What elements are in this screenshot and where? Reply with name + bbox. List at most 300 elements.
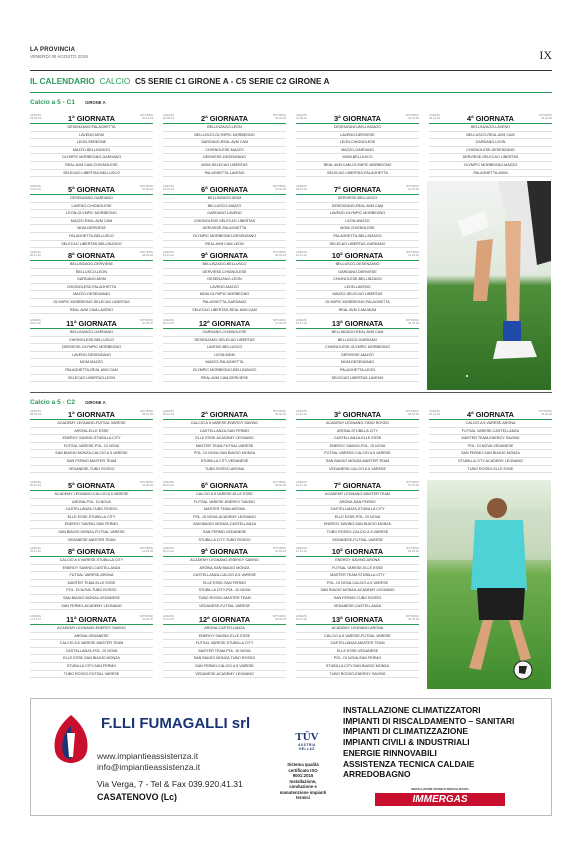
ritorno-date: RITORNO 31.01.20 xyxy=(539,113,552,121)
match-row: TUBO ROSSO-ARONA xyxy=(163,466,286,474)
match-row: ARONA-VEDANESE xyxy=(30,633,153,641)
match-row: MAZZO-PALAGHETTA xyxy=(163,359,286,367)
match-row: LEON-OLYMPIC MORBEGNO xyxy=(30,210,153,218)
match-row: BELLINZAGO-DERVIESE xyxy=(30,261,153,269)
match-row: POL. DI NOVA-VEDANESE xyxy=(429,443,552,451)
match-row: TUBO ROSSO-ELLE ESSE xyxy=(429,466,552,474)
match-row: ENERGY SAVING-ELLE ESSE xyxy=(163,633,286,641)
match-row: ENERGY SAVING-SAN FERMO xyxy=(30,521,153,529)
match-row: MGM-CHIGNOLESE xyxy=(296,225,419,233)
match-row: CHIGNOLESE-PALAGHETTA xyxy=(30,284,153,292)
match-row: SELECAO LIBERTAS-LEON xyxy=(30,375,153,383)
round-header xyxy=(163,409,286,420)
match-row: MGM-OLYMPIC MORBEGNO xyxy=(163,291,286,299)
ritorno-date: RITORNO 21.02.20 xyxy=(406,184,419,192)
match-row: DERVIESE-PALAGHETTA xyxy=(163,225,286,233)
round-c1-13 xyxy=(296,318,419,382)
andata-date: ANDATA 19.10.19 xyxy=(429,409,440,417)
round-header xyxy=(296,184,419,195)
ritorno-date: RITORNO 28.02.20 xyxy=(140,250,153,258)
match-row: CHIGNOLESE-BELLINZAGO xyxy=(296,276,419,284)
andata-date: ANDATA 21.12.19 xyxy=(163,614,174,622)
andata-date: ANDATA 13.09.19 xyxy=(30,113,41,121)
andata-date: ANDATA 26.10.19 xyxy=(30,480,41,488)
match-row: SELECAO LIBERTAS-BELLINZAGO xyxy=(30,241,153,249)
round-c2-9 xyxy=(163,546,286,610)
service-item: IMPIANTI CIVILI & INDUSTRIALI xyxy=(343,737,470,748)
match-row: ACADEMY LEGNANO-FUTSAL VARESE xyxy=(30,420,153,428)
andata-date: ANDATA 09.11.19 xyxy=(163,480,174,488)
match-row: FUTSAL VARESE-ELLE ESSE xyxy=(296,565,419,573)
match-row: ELLE ESSE-SAN BIAGIO MONZA xyxy=(30,655,153,663)
match-row: MAZZO-SELECAO LIBERTAS xyxy=(296,291,419,299)
match-row: CASTELLANZA-SAN FERMO xyxy=(163,428,286,436)
match-row: SAN FERMO-MASTER TEAM xyxy=(30,458,153,466)
match-row: MAZZO-DESENZANO xyxy=(30,291,153,299)
andata-date: ANDATA 12.10.19 xyxy=(296,409,307,417)
round-title: 4$^a$ GIORNATA xyxy=(466,410,515,419)
match-row: LEON-MAZZO xyxy=(296,218,419,226)
round-title: 13$^a$ GIORNATA xyxy=(331,319,384,328)
match-row: CALCIO A 5 VARESE-STUBILLA CITY xyxy=(30,557,153,565)
match-row: VEDANESE-TUBO ROSSO xyxy=(30,466,153,474)
andata-date: ANDATA 07.12.19 xyxy=(296,546,307,554)
match-row: CALCIO A 5 VARESE-FUTSAL VARESE xyxy=(296,633,419,641)
andata-date: ANDATA 25.10.19 xyxy=(296,184,307,192)
match-row: DESENZANO-SELECAO LIBERTAS xyxy=(163,337,286,345)
round-c1-10 xyxy=(296,250,419,314)
page-header xyxy=(30,47,552,69)
match-row: ELLE ESSE-STUBILLA CITY xyxy=(30,514,153,522)
match-row: ENERGY SAVING-POL. DI NOVA xyxy=(296,443,419,451)
match-row: STUBILLA CITY-ACADEMY LEGNANO xyxy=(429,458,552,466)
round-header xyxy=(30,318,153,329)
round-header xyxy=(30,409,153,420)
immergas-badge xyxy=(375,787,505,806)
match-row: CHIGNOLESE-DESENZANO xyxy=(429,147,552,155)
match-row: MASTER TEAM-FUTSAL VARESE xyxy=(163,443,286,451)
company-email[interactable]: info@impiantieassistenza.it xyxy=(97,762,201,772)
match-row: ACADEMY LEGNANO-MASTER TEAM xyxy=(296,491,419,499)
round-c2-6 xyxy=(163,480,286,544)
company-city: CASATENOVO (Lc) xyxy=(97,792,177,802)
andata-date: ANDATA 04.10.19 xyxy=(429,113,440,121)
match-row: LAVENO-BELLUSCO xyxy=(163,344,286,352)
match-row: LAVENO-MGM xyxy=(30,132,153,140)
round-header xyxy=(163,113,286,124)
match-row: SELECAO LIBERTAS-LAVENO xyxy=(296,375,419,383)
match-row: GARDANO-DERVIESE xyxy=(296,269,419,277)
match-row: ACADEMY LEGNANO-ARONA xyxy=(296,625,419,633)
match-row: LEON-LAVENO xyxy=(296,284,419,292)
match-row: SELECAO LIBERTAS-REAL AVM CAM xyxy=(163,307,286,315)
match-row: VEDANESE-CASTELLANZA xyxy=(296,603,419,611)
round-c2-4 xyxy=(429,409,552,473)
match-row: POL. DI NOVA-SAN BIAGIO MONZA xyxy=(163,450,286,458)
ritorno-date: RITORNO 15.02.20 xyxy=(539,409,552,417)
match-row: VEDANESE-CALCIO A 5 VARESE xyxy=(296,466,419,474)
match-row: ENERGY SAVING-CASTELLANZA xyxy=(30,565,153,573)
match-row: CASTELLANZA-POL. DI NOVA xyxy=(30,648,153,656)
match-row: CALCIO A 5 VARESE-ENERGY SAVING xyxy=(163,420,286,428)
match-row: LEON-MGM xyxy=(163,352,286,360)
match-row: ELLE ESSE-VEDANESE xyxy=(296,648,419,656)
match-row: TUBO ROSSO-MASTER TEAM xyxy=(163,595,286,603)
match-row: DESENZANO-GARDANO xyxy=(30,195,153,203)
match-row: BELLUSCO-MAZZO xyxy=(163,203,286,211)
match-row: MGM-DESENZANO xyxy=(296,359,419,367)
match-row: DESENZANO-BELLINZAGO xyxy=(296,124,419,132)
round-c1-11 xyxy=(30,318,153,382)
match-row: OLYMPIC MORBEGNO-PALAGHETTA xyxy=(296,299,419,307)
match-row: LAVENO-OLYMPIC MORBEGNO xyxy=(296,210,419,218)
match-row: TUBO ROSSO-CALCIO A 5 VARESE xyxy=(296,529,419,537)
andata-date: ANDATA 18.01.20 xyxy=(296,614,307,622)
round-title: 12$^a$ GIORNATA xyxy=(198,319,251,328)
ritorno-date: RITORNO 10.01.20 xyxy=(273,113,286,121)
match-row: LEON-SEREGNE xyxy=(30,139,153,147)
andata-date: ANDATA 29.11.19 xyxy=(30,318,41,326)
match-row: ACADEMY LEGNANO-TUBO ROSSO xyxy=(296,420,419,428)
services-list xyxy=(343,705,549,780)
match-row: SAN FERMO-VEDANESE xyxy=(163,529,286,537)
match-row: ARONA-STUBILLA CITY xyxy=(296,428,419,436)
round-header xyxy=(429,113,552,124)
andata-date: ANDATA 22.11.19 xyxy=(296,250,307,258)
ritorno-date: RITORNO 14.03.20 xyxy=(140,546,153,554)
match-row: ACADEMY LEGNANO-ENERGY SAVING xyxy=(163,557,286,565)
match-row: REAL AVM CAM-DERVIESE xyxy=(163,375,286,383)
ritorno-date: RITORNO 24.01.20 xyxy=(406,113,419,121)
match-row: FUTSAL VARESE-ENERGY SAVING xyxy=(163,499,286,507)
company-address: Via Verga, 7 - Tel & Fax 039.920.41.31 xyxy=(97,779,243,789)
match-row: ENERGY SAVING-SAN BIAGIO MONZA xyxy=(296,521,419,529)
match-row: MGM-MAZZO xyxy=(30,359,153,367)
match-row: SAN BIAGIO MONZA-MASTER TEAM xyxy=(296,458,419,466)
match-row: BELLUSCO-LEON xyxy=(30,269,153,277)
match-row: BELLUSCO-OLYMPIC MORBEGNO xyxy=(163,132,286,140)
match-row: PALAGHETTA-MGM xyxy=(429,170,552,178)
round-title: 10$^a$ GIORNATA xyxy=(331,251,384,260)
round-title: 2$^a$ GIORNATA xyxy=(200,410,249,419)
match-row: MASTER TEAM-ELLE ESSE xyxy=(30,580,153,588)
match-row: PALAGHETTA-LEON xyxy=(296,367,419,375)
round-header xyxy=(30,250,153,261)
match-row: BELLINZAGO-LAVENO xyxy=(429,124,552,132)
match-row: PALAGHETTA-LAVENO xyxy=(163,170,286,178)
round-c1-7 xyxy=(296,184,419,248)
match-row: SAN BIAGIO MONZA-TUBO ROSSO xyxy=(163,655,286,663)
match-row: LAVENO-DERVIESE xyxy=(296,132,419,140)
andata-date: ANDATA 13.12.19 xyxy=(296,318,307,326)
service-item: IMPIANTI DI CLIMATIZZAZIONE xyxy=(343,726,468,737)
round-c1-1 xyxy=(30,113,153,177)
match-row: SAN FERMO-SAN BIAGIO MONZA xyxy=(429,450,552,458)
ritorno-date: RITORNO 18.04.20 xyxy=(273,614,286,622)
match-row: CASTELLANZA-ELLE ESSE xyxy=(296,435,419,443)
round-c1-6 xyxy=(163,184,286,248)
match-row: MASTER TEAM-ENERGY SAVING xyxy=(429,435,552,443)
match-row: MAZZO-BELLINZAGO xyxy=(30,147,153,155)
match-row: REAL AVM CAM-CHIGNOLESE xyxy=(30,162,153,170)
ritorno-date: RITORNO 27.03.20 xyxy=(273,318,286,326)
match-row: STUBILLA CITY-SAN FERMO xyxy=(30,663,153,671)
ritorno-date: RITORNO 29.02.20 xyxy=(273,480,286,488)
match-row: BELLINZAGO-MGM xyxy=(163,195,286,203)
round-c2-7 xyxy=(296,480,419,544)
match-row: LAVENO-MAZZO xyxy=(163,284,286,292)
match-row: TUBO ROSSO-ENERGY SAVING xyxy=(296,671,419,679)
ritorno-date: RITORNO 13.03.20 xyxy=(406,250,419,258)
ritorno-date: RITORNO 14.02.20 xyxy=(273,184,286,192)
match-row: SAN BIAGIO MONZA-FUTSAL VARESE xyxy=(30,529,153,537)
round-title: 3$^a$ GIORNATA xyxy=(333,114,382,123)
match-row: POL. DI NOVA-ACADEMY LEGNANO xyxy=(163,514,286,522)
match-row: FUTSAL VARESE-POL. DI NOVA xyxy=(30,443,153,451)
match-row: REAL AVM CAM-LAVENO xyxy=(30,307,153,315)
round-header xyxy=(163,184,286,195)
match-row: CALCIO A 5 VARESE-ARONA xyxy=(429,420,552,428)
match-row: LAVENO-DESENZANO xyxy=(30,352,153,360)
round-c2-10 xyxy=(296,546,419,610)
match-row: OLYMPIC MORBEGNO-SELECAO LIBERTAS xyxy=(30,299,153,307)
round-title: 3$^a$ GIORNATA xyxy=(333,410,382,419)
match-row: GARDANO-MGM xyxy=(30,276,153,284)
round-c1-9 xyxy=(163,250,286,314)
match-row: PALAGHETTA-GARDANO xyxy=(163,299,286,307)
match-row: OLYMPIC MORBEGNO-MAZZO xyxy=(429,162,552,170)
round-header xyxy=(163,250,286,261)
andata-date: ANDATA 30.11.19 xyxy=(163,546,174,554)
andata-date: ANDATA 08.11.19 xyxy=(30,250,41,258)
round-c1-12 xyxy=(163,318,286,382)
ritorno-date: RITORNO 01.02.20 xyxy=(273,409,286,417)
page-number: IX xyxy=(539,48,552,62)
match-row: MAZZO-GARDANO xyxy=(296,147,419,155)
immergas-subtitle: INSTALLATORE TECNICO SPECIALIZZATO xyxy=(411,787,469,791)
match-row: DERVIESE-DESENZANO xyxy=(163,154,286,162)
match-row: FUTSAL VARESE-CALCIO A 5 VARESE xyxy=(296,450,419,458)
match-row: BELLINZAGO-GARDANO xyxy=(30,329,153,337)
round-title: 6$^a$ GIORNATA xyxy=(200,185,249,194)
ritorno-date: RITORNO 06.03.20 xyxy=(273,250,286,258)
match-row: DESENZANO-PALAGHETTA xyxy=(30,124,153,132)
round-header xyxy=(296,318,419,329)
match-row: SELECAO LIBERTAS-PALAGHETTA xyxy=(296,170,419,178)
ritorno-date: RITORNO 25.04.20 xyxy=(406,614,419,622)
round-c2-2 xyxy=(163,409,286,473)
newspaper-name: LA PROVINCIA xyxy=(30,47,76,53)
ritorno-date: RITORNO 20.12.19 xyxy=(140,113,153,121)
round-c1-2 xyxy=(163,113,286,177)
round-c2-1 xyxy=(30,409,153,473)
match-row: ENERGY SAVING-STUBILLA CITY xyxy=(30,435,153,443)
ritorno-date: RITORNO 21.03.20 xyxy=(273,546,286,554)
match-row: REAL AVM CAM-OLYMPIC MORBEGNO xyxy=(296,162,419,170)
match-row: POL. DI NOVA-TUBO ROSSO xyxy=(30,587,153,595)
match-row: ARONA-CASTELLANZA xyxy=(163,625,286,633)
title-rule xyxy=(30,92,552,93)
match-row: CALCIO A 5 VARESE-ELLE ESSE xyxy=(163,491,286,499)
match-row: ENERGY SAVING-ARONA xyxy=(296,557,419,565)
match-row: SAN BIAGIO MONZA-VEDANESE xyxy=(30,595,153,603)
match-row: GARDANO-CHIGNOLESE xyxy=(163,329,286,337)
round-title: 1$^a$ GIORNATA xyxy=(67,114,116,123)
match-row: DERVIESE-BELLUSCO xyxy=(296,195,419,203)
match-row: BELLINZAGO-BELLUSCO xyxy=(163,261,286,269)
match-row: CASTELLANZA-CALCIO A 5 VARESE xyxy=(163,572,286,580)
futsal-player-legs-image xyxy=(427,181,551,390)
match-row: BELLUSCO-REAL AVM CAM xyxy=(429,132,552,140)
match-row: BELLUSCO-GARDANO xyxy=(296,337,419,345)
header-rule xyxy=(30,70,552,71)
match-row: CASTELLANZA-MASTER TEAM xyxy=(296,640,419,648)
match-row: SAN FERMO-CALCIO A 5 VARESE xyxy=(163,663,286,671)
issue-date: VENERDÌ 30 AGOSTO 2019 xyxy=(30,54,88,59)
round-title: 11$^a$ GIORNATA xyxy=(66,615,117,624)
service-item: ENERGIE RINNOVABILI xyxy=(343,747,437,758)
match-row: ARONA-SAN BIAGIO MONZA xyxy=(163,565,286,573)
service-item: ARREDOBAGNO xyxy=(343,769,411,780)
round-c2-3 xyxy=(296,409,419,473)
service-item: INSTALLAZIONE CLIMATIZZATORI xyxy=(343,705,481,715)
andata-date: ANDATA 20.09.19 xyxy=(163,113,174,121)
round-title: 8$^a$ GIORNATA xyxy=(67,251,116,260)
page-title: IL CALENDARIO CALCIO C5 SERIE C1 GIRONE A - C5 SERIE C2 GIRONE A xyxy=(30,76,330,86)
round-c1-4 xyxy=(429,113,552,177)
immergas-name: IMMERGAS xyxy=(412,794,468,805)
match-row: BELLINZAGO-LEON xyxy=(163,124,286,132)
futsal-player-ball-image xyxy=(427,480,551,689)
andata-date: ANDATA 15.11.19 xyxy=(163,250,174,258)
ritorno-date: RITORNO 22.02.20 xyxy=(140,480,153,488)
round-header xyxy=(30,113,153,124)
company-website[interactable]: www.impiantieassistenza.it xyxy=(97,751,199,761)
match-row: SELECAO LIBERTAS-BELLUSCO xyxy=(30,170,153,178)
round-title: 8$^a$ GIORNATA xyxy=(67,547,116,556)
match-row: REAL AVM CAM-MGM xyxy=(296,307,419,315)
round-title: 6$^a$ GIORNATA xyxy=(200,481,249,490)
andata-date: ANDATA 23.11.19 xyxy=(30,546,41,554)
ritorno-date: RITORNO 25.01.20 xyxy=(140,409,153,417)
service-item: IMPIANTI DI RISCALDAMENTO – SANITARI xyxy=(343,715,515,726)
match-row: FUTSAL VARESE-CASTELLANZA xyxy=(429,428,552,436)
match-row: ARONA-ELLE ESSE xyxy=(30,428,153,436)
andata-date: ANDATA 06.12.19 xyxy=(163,318,174,326)
match-row: OLYMPIC MORBEGNO-DESENZANO xyxy=(163,233,286,241)
match-row: FUTSAL VARESE-STUBILLA CITY xyxy=(163,640,286,648)
andata-date: ANDATA 28.09.19 xyxy=(30,409,41,417)
match-row: SAN BIAGIO MONZA-CASTELLANZA xyxy=(163,521,286,529)
match-row: CALCIO A 5 VARESE-MASTER TEAM xyxy=(30,640,153,648)
andata-date: ANDATA 18.10.19 xyxy=(163,184,174,192)
match-row: MGM-SELECAO LIBERTAS xyxy=(163,162,286,170)
match-row: BELLINZAGO-REAL AVM CAM xyxy=(296,329,419,337)
andata-date: ANDATA 16.11.19 xyxy=(296,480,307,488)
round-header xyxy=(296,546,419,557)
round-title: 12$^a$ GIORNATA xyxy=(198,615,251,624)
match-row: PALAGHETTA-BELLINZAGO xyxy=(296,233,419,241)
round-header xyxy=(30,546,153,557)
round-header xyxy=(296,113,419,124)
match-row: VEDANESE-FUTSAL VARESE xyxy=(296,537,419,545)
company-name: F.LLI FUMAGALLI srl xyxy=(101,715,251,732)
round-c2-12 xyxy=(163,614,286,678)
ritorno-date: RITORNO 07.03.20 xyxy=(406,480,419,488)
fumagalli-logo-icon xyxy=(47,713,95,765)
advertisement xyxy=(30,698,552,816)
round-title: 5$^a$ GIORNATA xyxy=(67,481,116,490)
round-title: 7$^a$ GIORNATA xyxy=(333,185,382,194)
match-row: SELECAO LIBERTAS-GARDANO xyxy=(296,241,419,249)
match-row: VEDANESE-MASTER TEAM xyxy=(30,537,153,545)
match-row: OLYMPIC MORBEGNO-BELLINZAGO xyxy=(163,367,286,375)
round-c1-3 xyxy=(296,113,419,177)
match-row: ACADEMY LEGNANO-ENERGY SAVING xyxy=(30,625,153,633)
match-row: DERVIESE-SELECAO LIBERTAS xyxy=(429,154,552,162)
match-row: MGM-BELLUSCO xyxy=(296,154,419,162)
match-row: CHIGNOLESE-SELECAO LIBERTAS xyxy=(163,218,286,226)
match-row: MASTER TEAM-ARONA xyxy=(163,506,286,514)
round-header xyxy=(30,480,153,491)
match-row: CASTELLANZA-TUBO ROSSO xyxy=(30,506,153,514)
match-row: ELLE ESSE-ACADEMY LEGNANO xyxy=(163,435,286,443)
match-row: STUBILLA CITY-VEDANESE xyxy=(163,458,286,466)
ritorno-date: RITORNO 28.03.20 xyxy=(406,546,419,554)
round-header xyxy=(296,409,419,420)
match-row: ELLE ESSE-POL. DI NOVA xyxy=(296,514,419,522)
certification-text: Sistema qualità certificato ISO 9001:2015 Installazione, conduzione e manutenzione impianti termici xyxy=(279,762,327,800)
match-row: OLYMPIC MORBEGNO-GARDANO xyxy=(30,154,153,162)
match-row: SAN BIAGIO MONZA-CALCIO A 5 VARESE xyxy=(30,450,153,458)
match-row: GARDANO-LEON xyxy=(429,139,552,147)
match-row: SAN FERMO-ACADEMY LEGNANO xyxy=(30,603,153,611)
round-header xyxy=(163,614,286,625)
section-c1: Calcio a 5 - C1 GIRONE A xyxy=(30,99,106,106)
photo-futsal-c1 xyxy=(427,181,551,390)
round-title: 7$^a$ GIORNATA xyxy=(333,481,382,490)
match-row: POL. DI NOVA-CALCIO A 5 VARESE xyxy=(296,580,419,588)
match-row: PALAGHETTA-REAL AVM CAM xyxy=(30,367,153,375)
match-row: MASTER TEAM-POL. DI NOVA xyxy=(163,648,286,656)
andata-date: ANDATA 27.09.19 xyxy=(296,113,307,121)
match-row: POL. DI NOVA-SAN FERMO xyxy=(296,655,419,663)
round-c1-5 xyxy=(30,184,153,248)
tuv-subtitle: AUSTRIA HELLAS xyxy=(298,743,316,751)
round-title: 9$^a$ GIORNATA xyxy=(200,251,249,260)
match-row: ARONA-SAN FERMO xyxy=(296,499,419,507)
match-row: STUBILLA CITY-POL. DI NOVA xyxy=(163,587,286,595)
match-row: CHIGNOLESE-MAZZO xyxy=(163,147,286,155)
match-row: DERVIESE-OLYMPIC MORBEGNO xyxy=(30,344,153,352)
match-row: VEDANESE-ACADEMY LEGNANO xyxy=(163,671,286,679)
round-header xyxy=(163,480,286,491)
match-row: CHIGNOLESE-OLYMPIC MORBEGNO xyxy=(296,344,419,352)
section-c2: Calcio a 5 - C2 GIRONE A xyxy=(30,399,106,406)
match-row: STUBILLA CITY-SAN BIAGIO MONZA xyxy=(296,663,419,671)
match-row: STUBILLA CITY-TUBO ROSSO xyxy=(163,537,286,545)
andata-date: ANDATA 14.12.19 xyxy=(30,614,41,622)
match-row: CHIGNOLESE-BELLUSCO xyxy=(30,337,153,345)
ritorno-date: RITORNO 03.04.20 xyxy=(406,318,419,326)
round-c2-11 xyxy=(30,614,153,678)
match-row: DESENZANO-LEON xyxy=(163,276,286,284)
round-header xyxy=(30,184,153,195)
round-title: 5$^a$ GIORNATA xyxy=(67,185,116,194)
ritorno-date: RITORNO 04.04.20 xyxy=(140,614,153,622)
round-header xyxy=(296,250,419,261)
round-title: 4$^a$ GIORNATA xyxy=(466,114,515,123)
